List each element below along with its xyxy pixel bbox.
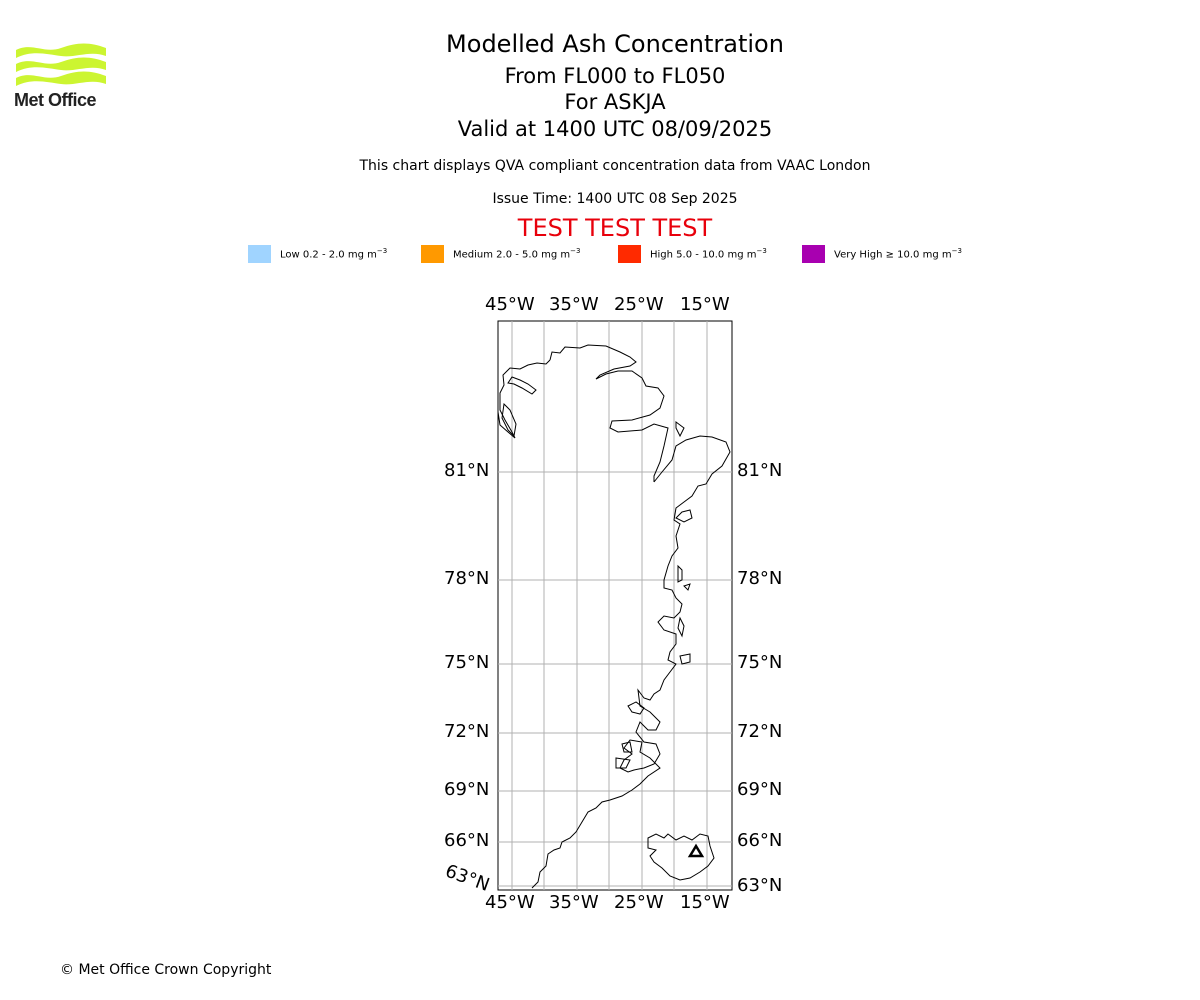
lat-label-left-72n: 72°N (444, 721, 490, 742)
lon-label-bottom-45w: 45°W (485, 892, 535, 913)
issue-time: Issue Time: 1400 UTC 08 Sep 2025 (492, 191, 738, 207)
valid-time: Valid at 1400 UTC 08/09/2025 (457, 117, 773, 141)
flight-level-range: From FL000 to FL050 (504, 64, 726, 88)
lat-label-right-75n: 75°N (737, 652, 783, 673)
logo-text: Met Office (14, 90, 97, 110)
lat-label-right-72n: 72°N (737, 721, 783, 742)
lon-label-bottom-25w: 25°W (614, 892, 664, 913)
lat-label-left-81n: 81°N (444, 460, 490, 481)
lat-label-right-66n: 66°N (737, 830, 783, 851)
compliance-note: This chart displays QVA compliant concentration data from VAAC London (359, 158, 871, 174)
lat-label-left-75n: 75°N (444, 652, 490, 673)
legend-label-medium: Medium 2.0 - 5.0 mg $m^{-3}$ (453, 247, 581, 261)
test-banner: TEST TEST TEST (517, 214, 713, 242)
chart-title: Modelled Ash Concentration (446, 30, 784, 58)
lat-label-right-81n: 81°N (737, 460, 783, 481)
legend-label-low: Low 0.2 - 2.0 mg $m^{-3}$ (280, 247, 388, 261)
lon-label-bottom-35w: 35°W (549, 892, 599, 913)
lon-label-top-35w: 35°W (549, 294, 599, 315)
lat-label-left-63n: 63°N (442, 860, 493, 896)
lat-label-left-78n: 78°N (444, 568, 490, 589)
map-frame (498, 321, 732, 890)
lat-label-right-69n: 69°N (737, 779, 783, 800)
lon-label-top-25w: 25°W (614, 294, 664, 315)
lat-label-left-66n: 66°N (444, 830, 490, 851)
legend-label-high: High 5.0 - 10.0 mg $m^{-3}$ (650, 247, 767, 261)
lat-label-left-69n: 69°N (444, 779, 490, 800)
copyright-notice: © Met Office Crown Copyright (60, 962, 272, 978)
volcano-name: For ASKJA (564, 90, 666, 114)
lon-label-top-15w: 15°W (680, 294, 730, 315)
lon-label-bottom-15w: 15°W (680, 892, 730, 913)
lat-label-right-63n: 63°N (737, 875, 783, 896)
lon-label-top-45w: 45°W (485, 294, 535, 315)
legend-label-very-high: Very High ≥ 10.0 mg $m^{-3}$ (834, 247, 962, 261)
lat-label-right-78n: 78°N (737, 568, 783, 589)
